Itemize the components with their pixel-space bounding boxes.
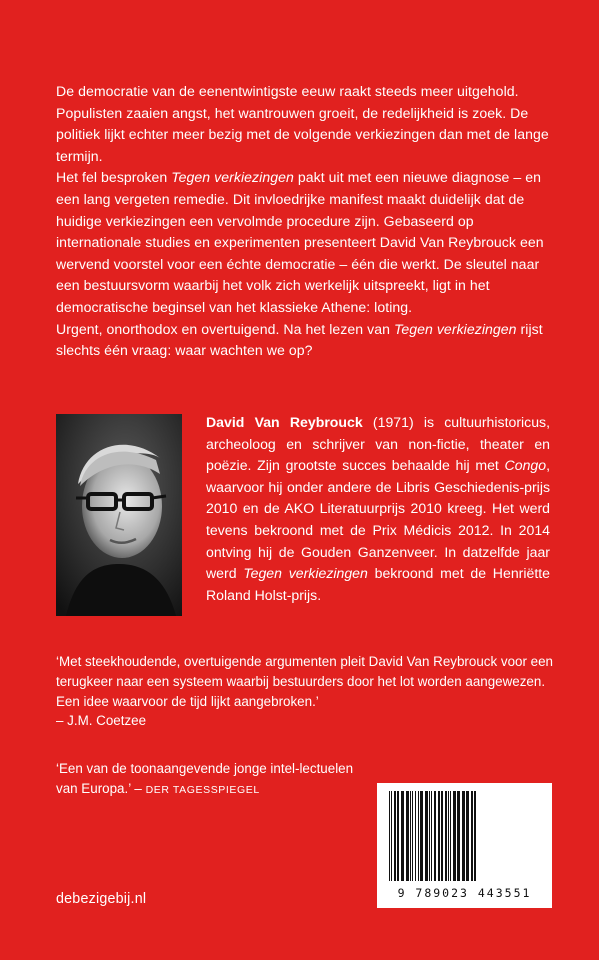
barcode-bar <box>466 791 469 881</box>
blurb-p2-start: Het fel besproken <box>56 169 172 186</box>
barcode-bar <box>406 791 409 881</box>
author-name: David Van Reybrouck <box>206 414 363 430</box>
isbn-number: 9 789023 443551 <box>397 886 532 900</box>
blurb-p3-end: rijst slechts één vraag: waar wachten we op? <box>56 320 543 359</box>
review-quote-tagesspiegel <box>56 759 356 801</box>
isbn-barcode <box>377 783 552 908</box>
barcode-bar <box>448 791 449 881</box>
blurb-paragraph-3 <box>56 319 556 362</box>
barcode-bar <box>410 791 411 881</box>
barcode-bar <box>394 791 396 881</box>
book-title: Tegen verkiezingen <box>243 565 368 582</box>
barcode-bar <box>389 791 390 881</box>
quote-source: DER TAGESSPIEGEL <box>145 783 260 796</box>
barcode-bar <box>397 791 399 881</box>
author-portrait-icon <box>56 414 182 616</box>
quote-text: ‘Met steekhoudende, overtuigende argumenten pleit David Van Reybrouck voor een terugkeer naar een systeem waarbij bestuurders door het lot worden aangewezen. Een idee waarvoor de tijd lijkt aangebroken.’ <box>56 654 554 709</box>
blurb-paragraph-2 <box>56 167 556 318</box>
bio-part-2: , waarvoor hij onder andere de Libris Geschiedenis-prijs 2010 en de AKO Literatuurprijs 2010 kreeg. Het werd tevens bekroond met de Prix Médicis 2012. In 2014 ontving hij de Gouden Ganzenveer. In datzelfde jaar werd <box>206 457 550 582</box>
author-portrait-photo <box>56 414 182 616</box>
blurb-paragraph-1: De democratie van de eenentwintigste eeuw raakt steeds meer uitgehold. Populisten zaaien angst, het wantrouwen groeit, de redelijkheid is zoek. De politiek lijkt echter meer bezig met de volgende verkiezingen dan met de lange termijn. <box>56 83 549 164</box>
barcode-bar <box>425 791 428 881</box>
blurb-p2-end: pakt uit met een nieuwe diagnose – en een lang vergeten remedie. Dit invloedrijke manifest maakt duidelijk dat de huidige verkiezingen een vervolmde procedure zijn. Gebaseerd op internationale studies en experimenten presenteert David Van Reybrouck een wervend voorstel voor een échte democratie – één die werkt. De sleutel naar een bestuursvorm waarbij het volk zich werkelijk uitspreekt, ligt in het democratische beginsel van het klassieke Athene: loting. <box>56 169 544 315</box>
barcode-bar <box>462 791 465 881</box>
barcode-bar <box>445 791 447 881</box>
barcode-bar <box>453 791 456 881</box>
barcode-bar <box>401 791 404 881</box>
book-title: Tegen verkiezingen <box>393 320 517 337</box>
barcode-bar <box>457 791 460 881</box>
barcode-bar <box>474 791 476 881</box>
barcode-bar <box>429 791 430 881</box>
quote-text <box>56 759 356 801</box>
barcode-bar <box>415 791 416 881</box>
barcode-bar <box>438 791 440 881</box>
back-cover-blurb <box>56 81 556 362</box>
barcode-bar <box>431 791 432 881</box>
quote-dash: – <box>134 780 146 796</box>
bio-part-1: (1971) is cultuurhistoricus, archeoloog en schrijver van non-fictie, theater en poëzie. Zijn grootste succes behaalde hij met <box>206 414 550 474</box>
barcode-bar <box>471 791 473 881</box>
barcode-bar <box>418 791 419 881</box>
quote-body: ‘Een van de toonaangevende jonge intel-lectuelen van Europa.’ <box>56 761 354 796</box>
book-congo: Congo <box>504 457 547 474</box>
barcode-bar <box>450 791 451 881</box>
quote-source: – J.M. Coetzee <box>56 713 147 729</box>
barcode-bar <box>420 791 423 881</box>
author-bio-text <box>206 412 550 606</box>
barcode-bar <box>434 791 436 881</box>
bio-part-3: bekroond met de Henriëtte Roland Holst-prijs. <box>206 565 550 603</box>
review-quote-coetzee <box>56 652 556 731</box>
blurb-p3-start: Urgent, onorthodox en overtuigend. Na het lezen van <box>56 320 394 337</box>
book-title: Tegen verkiezingen <box>171 169 294 186</box>
publisher-url[interactable]: debezigebij.nl <box>56 891 147 907</box>
barcode-bar <box>391 791 392 881</box>
barcode-bar <box>412 791 413 881</box>
barcode-bar <box>441 791 443 881</box>
author-bio <box>206 412 550 606</box>
